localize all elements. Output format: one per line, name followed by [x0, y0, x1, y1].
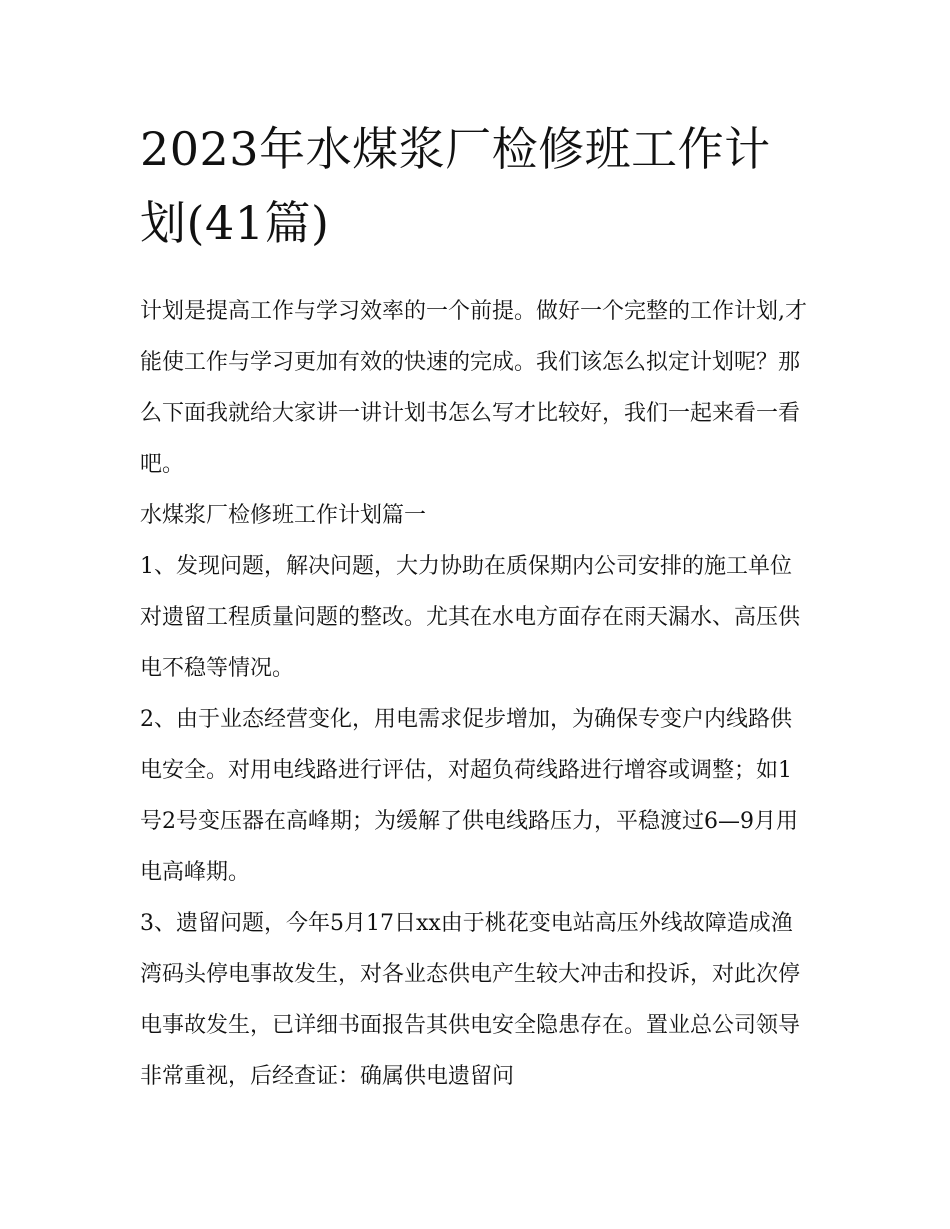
intro-paragraph: 计划是提高工作与学习效率的一个前提。做好一个完整的工作计划,才能使工作与学习更加有效的快速的完成。我们该怎么拟定计划呢？那么下面我就给大家讲一讲计划书怎么写才比较好，我们一起来看一看吧。 — [140, 299, 807, 477]
section-heading: 水煤浆厂检修班工作计划篇一 — [140, 503, 427, 528]
document-page — [140, 112, 812, 1102]
list-item: 3、遗留问题，今年5月17日xx由于桃花变电站高压外线故障造成渔湾码头停电事故发生，对各业态供电产生较大冲击和投诉，对此次停电事故发生，已详细书面报告其供电安全隐患存在。置业总公司领导非常重视，后经查证：确属供电遗留问 — [140, 911, 801, 1089]
document-title: 2023年水煤浆厂检修班工作计划(41篇) — [140, 122, 771, 250]
list-item: 2、由于业态经营变化，用电需求促步增加，为确保专变户内线路供电安全。对用电线路进行评估，对超负荷线路进行增容或调整；如1号2号变压器在高峰期；为缓解了供电线路压力，平稳渡过6—9月用电高峰期。 — [140, 707, 798, 885]
document-body — [140, 286, 812, 1102]
list-item: 1、发现问题，解决问题，大力协助在质保期内公司安排的施工单位对遗留工程质量问题的整改。尤其在水电方面存在雨天漏水、高压供电不稳等情况。 — [140, 554, 801, 681]
